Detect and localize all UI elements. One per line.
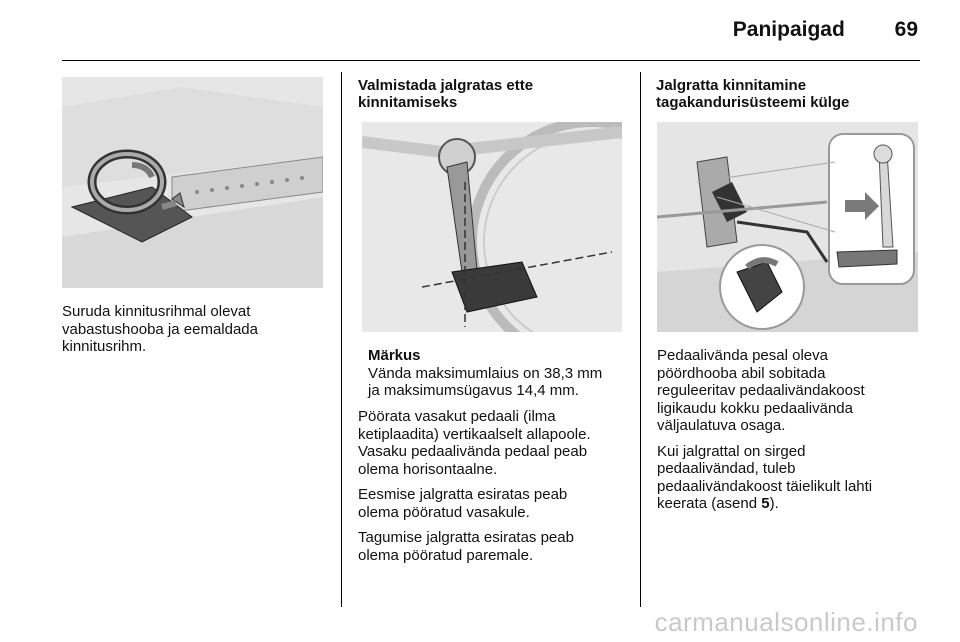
heading-line: Jalgratta kinnitamine (656, 77, 807, 94)
page-number: 69 (894, 18, 918, 41)
col3-body (657, 347, 932, 521)
text-line: Kui jalgrattal on sirged (657, 442, 806, 460)
text-fragment: ). (769, 495, 779, 512)
rack-mounting-illustration (657, 122, 918, 332)
text-line: Eesmise jalgratta esiratas peab (358, 486, 568, 503)
col3-heading (656, 77, 926, 111)
note-line: Vända maksimumlaius on 38,3 mm (368, 364, 603, 382)
text-line: pöördhooba abil sobitada (657, 364, 826, 382)
paragraph (358, 486, 633, 521)
text-line: olema pööratud paremale. (358, 546, 534, 564)
text-line: ketiplaadita) vertikaalselt allapoole. (358, 425, 591, 443)
text-line: olema pööratud vasakule. (358, 503, 530, 521)
col1-caption (62, 303, 332, 356)
col2-heading (358, 77, 628, 111)
text-line: pedaalivändad, tuleb (657, 460, 796, 477)
text-line: Pöörata vasakut pedaali (ilma (358, 408, 556, 425)
page-header (733, 18, 918, 42)
heading-line: tagakandurisüsteemi külge (656, 94, 850, 111)
text-line: pedaalivändakoost täielikult lahti (657, 477, 873, 495)
caption-line: Suruda kinnitusrihmal olevat (62, 303, 251, 320)
note-box (368, 347, 633, 400)
text-line: Tagumise jalgratta esiratas peab (358, 529, 574, 546)
strap-release-illustration (62, 77, 323, 288)
note-title: Märkus (368, 347, 421, 364)
heading-line: Valmistada jalgratas ette (358, 77, 534, 94)
col2-body (358, 408, 633, 572)
paragraph (358, 408, 633, 478)
text-line: Vasaku pedaalivända pedaal peab (358, 443, 588, 460)
caption-line: vabastushooba ja eemaldada (62, 320, 258, 338)
header-rule (62, 60, 920, 61)
paragraph (358, 529, 633, 564)
watermark: carmanualsonline.info (654, 607, 918, 637)
column-divider-2 (640, 72, 641, 607)
pedal-vertical-illustration (362, 122, 622, 332)
text-line: Pedaalivända pesal oleva (657, 347, 828, 364)
text-line: väljaulatuva osaga. (657, 417, 786, 434)
position-number: 5 (761, 495, 770, 512)
paragraph (657, 347, 932, 435)
heading-line: kinnitamiseks (358, 94, 458, 111)
paragraph (657, 443, 932, 513)
note-line: ja maksimumsügavus 14,4 mm. (368, 382, 579, 399)
text-line: reguleeritav pedaalivändakoost (657, 382, 865, 399)
column-divider-1 (341, 72, 342, 607)
text-line: olema horisontaalne. (358, 460, 498, 478)
text-line (657, 495, 779, 512)
caption-line: kinnitusrihm. (62, 338, 147, 355)
text-line: ligikaudu kokku pedaalivända (657, 399, 853, 417)
page-title: Panipaigad (732, 18, 845, 41)
text-fragment: keerata (asend (657, 495, 762, 512)
